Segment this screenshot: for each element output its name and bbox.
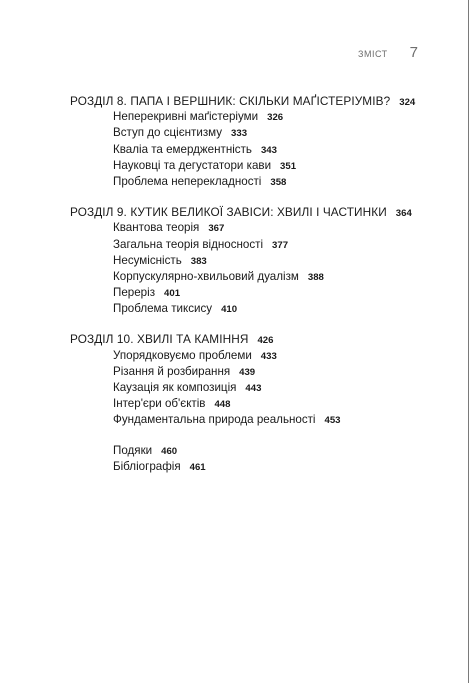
toc-entry[interactable] [70, 125, 450, 141]
entry-page: 383 [190, 255, 207, 267]
entry-page: 351 [280, 160, 297, 172]
toc-entry[interactable] [70, 269, 450, 285]
chapter-heading[interactable] [70, 331, 450, 347]
chapter-title: РОЗДІЛ 9. КУТИК ВЕЛИКОЇ ЗАВІСИ: ХВИЛІ І ЧАСТИНКИ [70, 205, 387, 220]
entry-title: Різання й розбирання [113, 364, 231, 378]
chapter-page: 324 [399, 97, 416, 108]
entry-title: Вступ до сцієнтизму [113, 126, 223, 140]
entry-page: 401 [164, 288, 181, 300]
toc-entry[interactable] [70, 348, 450, 364]
toc-entry[interactable] [70, 158, 450, 174]
toc-entry[interactable] [70, 364, 450, 380]
table-of-contents [70, 93, 450, 475]
toc-entry[interactable] [70, 301, 450, 317]
entry-page: 461 [189, 461, 206, 473]
toc-entry[interactable] [70, 380, 450, 396]
entry-page: 388 [307, 271, 324, 283]
back-matter [70, 443, 450, 475]
entry-page: 326 [267, 112, 284, 124]
toc-entry[interactable] [70, 142, 450, 158]
toc-entry[interactable] [70, 220, 450, 236]
entry-title: Корпускулярно-хвильовий дуалізм [113, 269, 299, 283]
toc-entry[interactable] [70, 237, 450, 253]
chapter-9 [70, 204, 450, 317]
entry-title: Подяки [113, 443, 153, 457]
toc-entry[interactable] [70, 412, 450, 428]
chapter-title: РОЗДІЛ 8. ПАПА І ВЕРШНИК: СКІЛЬКИ МАҐІСТЕРІУМІВ? [70, 94, 391, 108]
chapter-10 [70, 331, 450, 428]
toc-entry[interactable] [70, 174, 450, 190]
entry-page: 439 [239, 366, 256, 378]
entry-page: 460 [161, 445, 178, 457]
entry-title: Інтер'єри об'єктів [113, 397, 206, 411]
entry-title: Бібліографія [113, 459, 181, 473]
toc-entry[interactable] [70, 459, 450, 475]
entry-page: 433 [260, 350, 277, 362]
entry-page: 410 [221, 304, 238, 316]
chapter-page: 364 [395, 208, 412, 220]
entry-title: Проблема тиксису [113, 302, 213, 316]
toc-entry[interactable] [70, 285, 450, 301]
entry-title: Кваліа та емерджентність [113, 142, 252, 156]
entry-title: Упорядковуємо проблеми [113, 348, 252, 362]
toc-entry[interactable] [70, 253, 450, 269]
entry-page: 333 [231, 128, 248, 140]
entry-title: Загальна теорія відносності [113, 237, 264, 251]
entry-page: 377 [272, 239, 289, 251]
page-number: 7 [409, 44, 418, 61]
entry-page: 448 [214, 399, 231, 411]
toc-entry[interactable] [70, 109, 450, 125]
entry-title: Фундаментальна природа реальності [113, 413, 316, 427]
entry-title: Проблема неперекладності [113, 174, 262, 188]
entry-title: Несумісність [113, 253, 182, 267]
chapter-title: РОЗДІЛ 10. ХВИЛІ ТА КАМІННЯ [70, 332, 249, 347]
chapter-page: 426 [257, 335, 274, 347]
entry-title: Каузація як композиція [113, 381, 237, 394]
entry-page: 367 [208, 223, 225, 235]
running-head [358, 44, 418, 61]
chapter-heading[interactable] [70, 93, 450, 109]
entry-title: Квантова теорія [113, 221, 200, 235]
entry-title: Неперекривні маґістеріуми [113, 110, 259, 124]
entry-page: 358 [270, 176, 287, 188]
entry-title: Переріз [113, 286, 156, 300]
chapter-heading[interactable] [70, 204, 450, 220]
entry-title: Науковці та дегустатори кави [113, 158, 272, 172]
entry-page: 453 [324, 415, 341, 427]
entry-page: 443 [245, 383, 262, 394]
running-head-label: ЗМІСТ [358, 49, 388, 59]
entry-page: 343 [260, 144, 277, 156]
chapter-8 [70, 93, 450, 190]
toc-entry[interactable] [70, 396, 450, 412]
toc-entry[interactable] [70, 443, 450, 459]
